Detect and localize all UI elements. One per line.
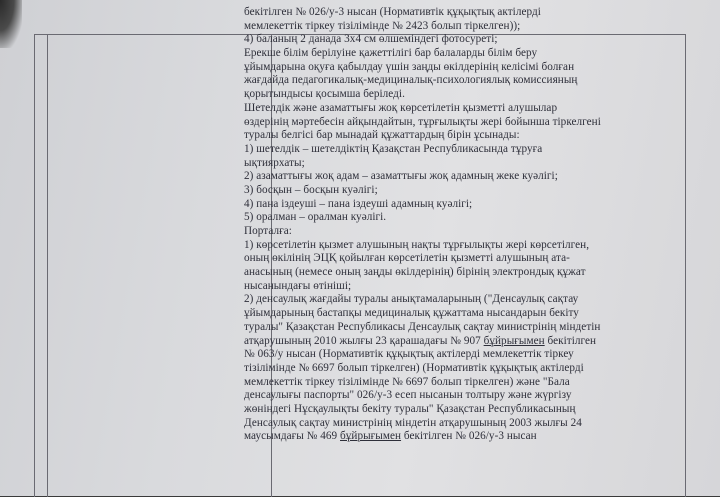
- text-line: 4) баланың 2 данада 3х4 см өлшеміндегі фотосуреті;: [244, 33, 498, 46]
- text-line: 1) шетелдік – шетелдіктің Қазақстан Республикасында тұруға: [244, 142, 543, 155]
- text-line: 1) көрсетілетін қызмет алушының нақты тұрғылықты жері көрсетілген,: [244, 238, 590, 251]
- text-line: ықтиярхаты;: [244, 156, 305, 169]
- text-line: жағдайда педагогикалық-медициналық-психологиялық комиссияның: [244, 74, 578, 87]
- text-line: жөніндегі Нұсқаулықты бекіту туралы" Қазақстан Республикасының: [244, 402, 576, 415]
- text-line: Порталға:: [244, 225, 292, 237]
- text-line: қорытындысы қосымша беріледі.: [244, 88, 405, 101]
- page-shadow: [0, 0, 22, 48]
- text-line: № 063/у нысан (Нормативтік құқықтық актілерді мемлекеттік тіркеу: [244, 348, 574, 361]
- text-line: Денсаулық сақтау министрінің міндетін атқарушының 2003 жылғы 24: [244, 416, 582, 429]
- text-fragment: атқарушының 2010 жылғы 23 қарашадағы № 907: [244, 334, 484, 347]
- text-line: оның өкілінің ЭЦҚ қойылған көрсетілетін қызметті алушының ата-: [244, 252, 570, 265]
- text-line: Шетелдік және азаматтығы жоқ көрсетілетін қызметті алушылар: [244, 101, 558, 114]
- text-line: 4) пана іздеуші – пана іздеуші адамның куәлігі;: [244, 197, 473, 210]
- text-line: ұйымдарына оқуға қабылдау үшін заңды өкілдерінің келісімі болған: [244, 60, 575, 73]
- text-line: денсаулығы паспорты" 026/у-3 есеп нысанын толтыру және жүргізу: [244, 389, 572, 402]
- text-line: мемлекеттік тіркеу тізілімінде № 2423 болып тіркелген));: [244, 19, 521, 32]
- text-line: 5) оралман – оралман куәлігі.: [244, 211, 387, 224]
- order-link[interactable]: бұйрығымен: [483, 334, 545, 347]
- table-cell-content: [244, 6, 644, 444]
- text-line: туралы" Қазақстан Республикасы Денсаулық сақтау министрінің міндетін: [244, 320, 601, 333]
- text-line: [244, 335, 644, 349]
- text-line: 2) денсаулық жағдайы туралы анықтамаларының ("Денсаулық сақтау: [244, 293, 579, 306]
- text-line: туралы белгісі бар мынадай құжаттардың бірін ұсынады:: [244, 129, 520, 142]
- text-fragment: маусымдағы № 469: [244, 430, 341, 443]
- text-line: Ерекше білім берілуіне қажеттілігі бар балаларды білім беру: [244, 47, 538, 60]
- text-line: өздерінің мәртебесін айқындайтын, тұрғылықты жері бойынша тіркелгені: [244, 115, 601, 128]
- text-fragment: бекітілген: [544, 334, 597, 347]
- order-link[interactable]: бұйрығымен: [340, 430, 402, 443]
- text-fragment: бекітілген № 026/у-3 нысан: [401, 430, 537, 443]
- text-line: тізілімінде № 6697 болып тіркелген) (Нормативтік құқықтық актілерді: [244, 361, 584, 374]
- text-line: [244, 430, 644, 444]
- text-line: 2) азаматтығы жоқ адам – азаматтығы жоқ адамның жеке куәлігі;: [244, 170, 558, 183]
- text-line: анасының (немесе оның заңды өкілдерінің) бірінің электрондық құжат: [244, 266, 586, 279]
- text-line: 3) босқын – босқын куәлігі;: [244, 183, 378, 196]
- text-line: мемлекеттік тіркеу тізілімінде № 6697 болып тіркелген) және "Бала: [244, 375, 570, 388]
- text-line: бекітілген № 026/у-3 нысан (Нормативтік құқықтық актілерді: [244, 6, 541, 18]
- text-line: ұйымдарының бастапқы медициналық құжаттама нысандарын бекіту: [244, 307, 579, 320]
- column-divider-1: [47, 35, 48, 497]
- text-line: нысанындағы өтініші;: [244, 279, 352, 292]
